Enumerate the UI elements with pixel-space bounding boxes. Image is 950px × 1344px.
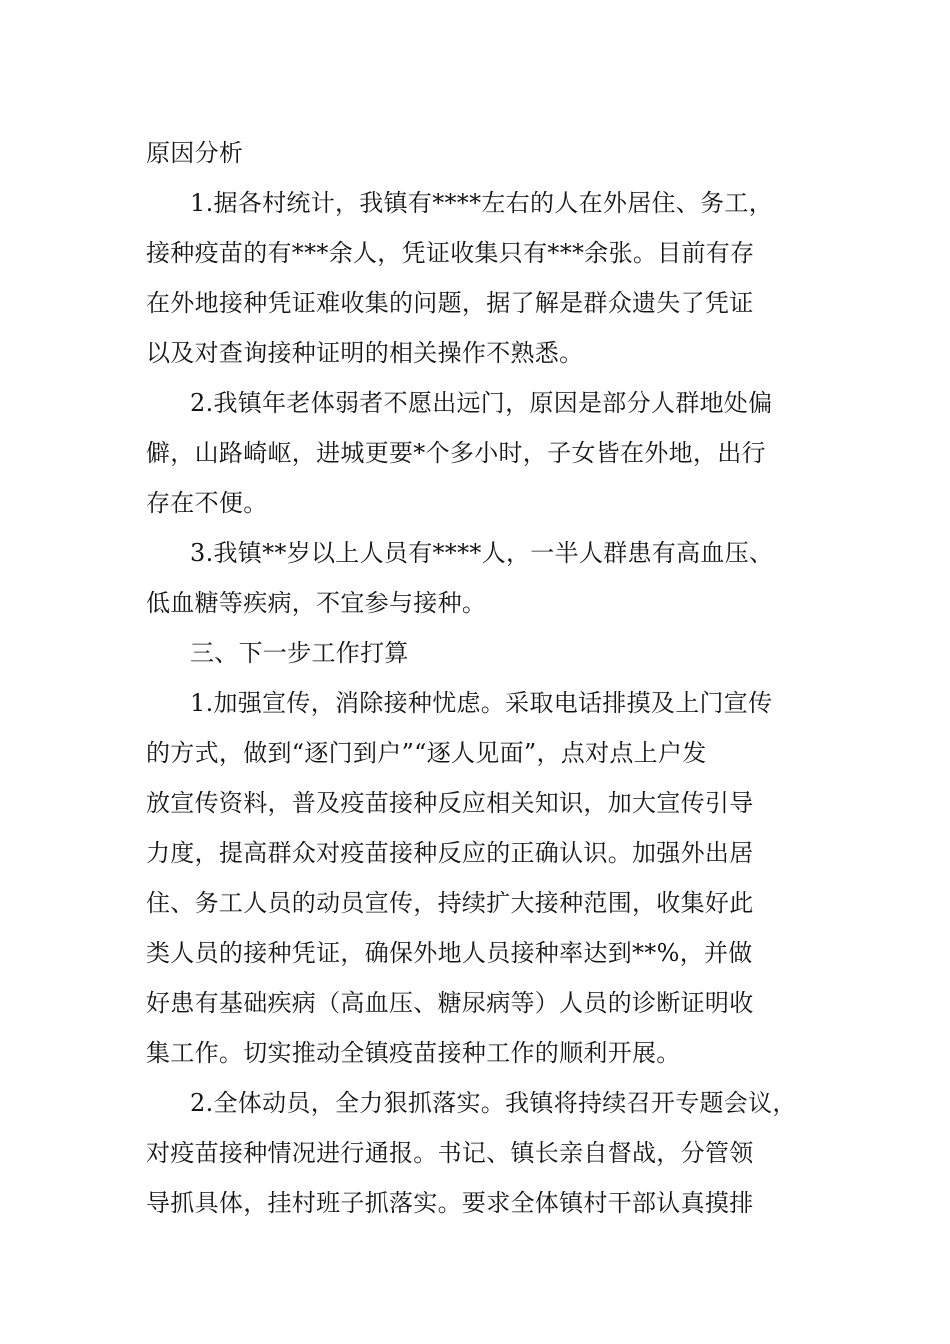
paragraph-1 bbox=[146, 178, 810, 378]
paragraph-5 bbox=[146, 1078, 810, 1228]
paragraph-2 bbox=[146, 378, 810, 528]
paragraph-line: 低血糖等疾病，不宜参与接种。 bbox=[146, 589, 487, 617]
paragraph-line: 1.据各村统计，我镇有****左右的人在外居住、务工， bbox=[190, 189, 773, 217]
paragraph-line: 3.我镇**岁以上人员有****人，一半人群患有高血压、 bbox=[190, 539, 774, 567]
paragraph-line: 2.全体动员，全力狠抓落实。我镇将持续召开专题会议， bbox=[190, 1089, 797, 1117]
paragraph-line: 的方式，做到“逐门到户”“逐人见面”，点对点上户发 bbox=[146, 739, 707, 767]
heading-cause-analysis: 原因分析 bbox=[146, 139, 244, 167]
paragraph-4 bbox=[146, 678, 810, 1078]
paragraph-line: 对疫苗接种情况进行通报。书记、镇长亲自督战，分管领 bbox=[146, 1139, 754, 1167]
section-heading-next-steps: 三、下一步工作打算 bbox=[190, 639, 409, 667]
paragraph-line: 僻，山路崎岖，进城更要*个多小时，子女皆在外地，出行 bbox=[146, 439, 766, 467]
paragraph-line: 在外地接种凭证难收集的问题，据了解是群众遗失了凭证 bbox=[146, 289, 754, 317]
paragraph-line: 存在不便。 bbox=[146, 489, 268, 517]
paragraph-line: 集工作。切实推动全镇疫苗接种工作的顺利开展。 bbox=[146, 1039, 681, 1067]
paragraph-line: 接种疫苗的有***余人，凭证收集只有***余张。目前有存 bbox=[146, 239, 755, 267]
paragraph-line: 力度，提高群众对疫苗接种反应的正确认识。加强外出居 bbox=[146, 839, 754, 867]
paragraph-line: 好患有基础疾病（高血压、糖尿病等）人员的诊断证明收 bbox=[146, 989, 754, 1017]
paragraph-line: 导抓具体，挂村班子抓落实。要求全体镇村干部认真摸排 bbox=[146, 1189, 754, 1217]
paragraph-3 bbox=[146, 528, 810, 628]
paragraph-line: 以及对查询接种证明的相关操作不熟悉。 bbox=[146, 339, 584, 367]
document-body bbox=[146, 128, 810, 1228]
paragraph-line: 2.我镇年老体弱者不愿出远门，原因是部分人群地处偏 bbox=[190, 389, 773, 417]
paragraph-line: 1.加强宣传，消除接种忧虑。采取电话排摸及上门宣传 bbox=[190, 689, 773, 717]
paragraph-line: 住、务工人员的动员宣传，持续扩大接种范围，收集好此 bbox=[146, 889, 754, 917]
paragraph-line: 类人员的接种凭证，确保外地人员接种率达到**%，并做 bbox=[146, 939, 753, 967]
paragraph-line: 放宣传资料，普及疫苗接种反应相关知识，加大宣传引导 bbox=[146, 789, 754, 817]
